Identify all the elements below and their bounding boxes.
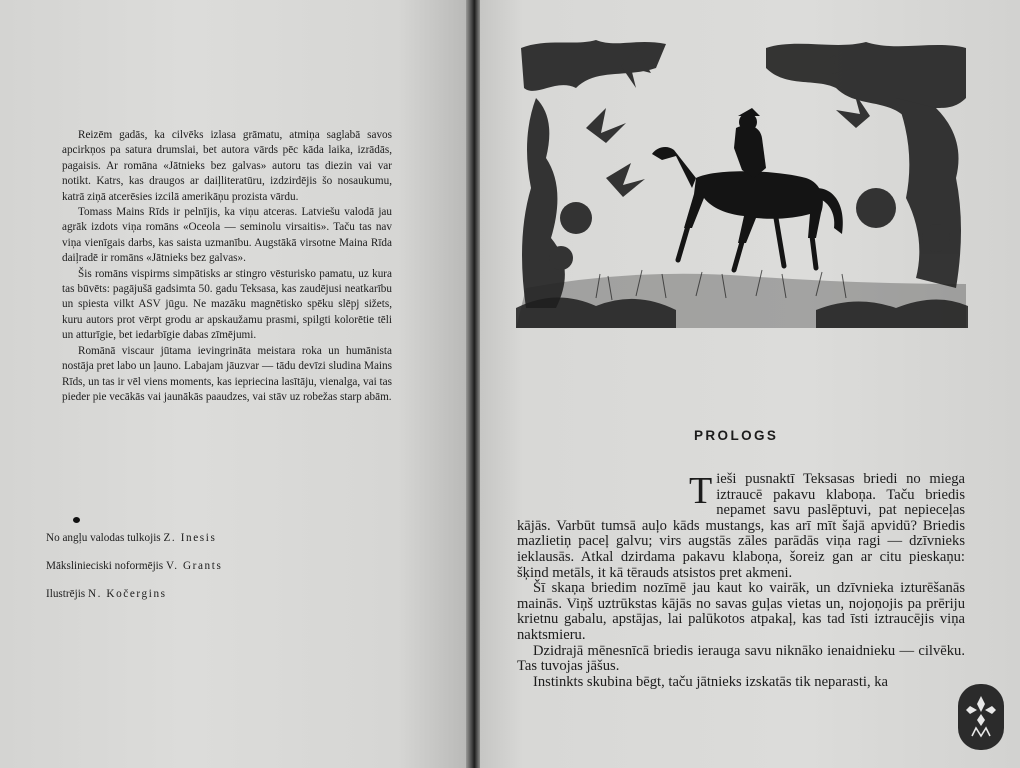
- chapter-heading: PROLOGS: [694, 428, 779, 443]
- prolog-paragraph-3: Dzidrajā mēnesnīcā briedis ierauga savu niknāko ienaidnieku — cilvēku. Tas tuvojas jāšus.: [517, 642, 965, 675]
- prolog-paragraph-2: Šī skaņa briedim nozīmē jau kaut ko vairāk, un dzīvnieka izturēšanās mainās. Viņš uztrūkstas kājās no savas guļas vietas un, nojoņojis pa prēriju krietnu gabalu, apstājas, lai palūkotos atpakaļ, kas tad īsti iztraucējis viņa naktsmieru.: [517, 580, 965, 643]
- credits: [46, 531, 406, 615]
- foreword-paragraph-2: Tomass Mains Rīds ir pelnījis, ka viņu atceras. Latviešu valodā jau agrāk izdots viņa romāns «Oceola — seminolu virsaitis». Taču tas nav viņa vienīgais darbs, kas saista uzmanību. Augstākā virsotne Maina Rīda daiļradē ir romāns «Jātnieks bez galvas».: [62, 206, 392, 265]
- credit-label: No angļu valodas tulkojis: [46, 532, 164, 544]
- foreword-paragraph-1: Reizēm gadās, ka cilvēks izlasa grāmatu, atmiņa saglabā savos apcirkņos pa satura drumslai, bet autora vārds pēc kāda laika, izrādās, pagaisis. Ar romāna «Jātnieks bez galvas» autoru tas diezin vai var notikt. Katrs, kas draugos ar daiļliteratūru, izdzirdējis šo nosaukumu, katrā ziņā atcerēsies izcilā amerikāņu prozista vārdu.: [62, 129, 392, 203]
- credit-label: Mākslinieciski noformējis: [46, 560, 166, 572]
- drop-cap: T: [689, 470, 713, 512]
- watermark-logo: [958, 684, 1004, 750]
- credit-label: Ilustrējis: [46, 588, 88, 600]
- horse-rider-illustration: [516, 38, 968, 328]
- designer-credit: [46, 559, 406, 574]
- prolog-paragraph-1-text: ieši pusnaktī Teksasas briedi no miega iztraucē pakavu klaboņa. Taču briedis nepamet savu paslēptuvi, pat nepieceļas kājās. Varbūt tumsā auļo kāds mustangs, kas arī mīt šajā apvidū? Briedis mazlietiņ paceļ galvu; virs augstās zāles parādās viņa ragi — dzīvnieks ieklausās. Atkal dzirdama pakavu klaboņa, šoreiz gan ar citu pieskaņu: šķind metāls, it kā tērauds atsistos pret akmeni.: [517, 471, 965, 581]
- prolog-paragraph-1: [517, 472, 965, 581]
- prolog-text: [517, 472, 965, 690]
- foreword-text: [62, 128, 392, 405]
- book-gutter: [466, 0, 480, 768]
- translator-credit: [46, 531, 406, 546]
- credit-name: Z. Inesis: [163, 532, 217, 544]
- credit-name: N. Kočergins: [87, 588, 167, 600]
- credit-name: V. Grants: [165, 560, 223, 572]
- left-page: [0, 0, 468, 768]
- foreword-paragraph-3: Šis romāns vispirms simpātisks ar stingro vēsturisko pamatu, uz kura tas būvēts: pagājušā gadsimta 50. gadu Teksasa, kas zaudējusi neatkarību un spiesta vilkt ASV jūgu. Ne mazāku magnētisko spēku slēpj sižets, kuru autors prot vērpt grodu ar apskaužamu prasmi, spilgti kolorētie tēli un atturīgie, bet iedarbīgie dabas zīmējumi.: [62, 267, 392, 342]
- ink-blot: [73, 517, 80, 523]
- foreword-paragraph-4: Romānā viscaur jūtama ievingrināta meistara roka un humānista nostāja pret labo un ļauno. Labajam jāuzvar — tādu devīzi sludina Mains Rīds, un tas ir vēl viens moments, kas iepriecina lasītāju, vienalga, vai tas pieder pie vecākās vai jaunākās paaudzes, vai stāv uz robežas starp abām.: [62, 344, 392, 403]
- prolog-paragraph-4: Instinkts skubina bēgt, taču jātnieks izskatās tik neparasti, ka: [533, 673, 889, 690]
- illustrator-credit: [46, 587, 406, 602]
